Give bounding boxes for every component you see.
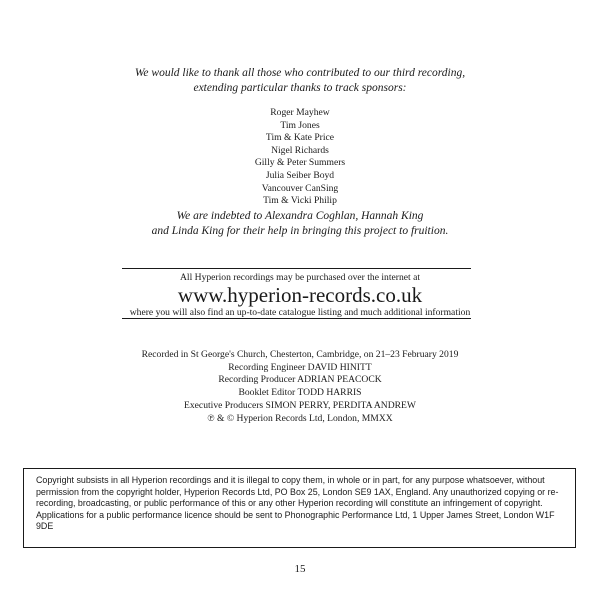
copyright-notice: Copyright subsists in all Hyperion recordings and it is illegal to copy them, in whole or in part, for any purpose whatsoever, without permission from the copyright holder, Hyperion Records Ltd, PO Box 25, London SE9 1AX, England. Any unauthorized copying or re-recording, broadcasting, or public performance of this or any other Hyperion recording will constitute an infringement of copyright. Applications for a public performance licence should be sent to Phonographic Performance Ltd, 1 Upper James Street, London W1F 9DE: [36, 475, 559, 532]
sponsor-name: Julia Seiber Boyd: [265, 169, 335, 181]
catalogue-note: where you will also find an up-to-date catalogue listing and much additional information: [129, 307, 471, 318]
website-link[interactable]: www.hyperion-records.co.uk: [177, 283, 423, 307]
sponsor-name: Roger Mayhew: [270, 107, 330, 118]
thanks-line-1: We would like to thank all those who contributed to our third recording,: [134, 67, 466, 79]
acknowledgement-line-2: and Linda King for their help in bringing this project to fruition.: [151, 225, 449, 237]
phonographic-copyright: ℗ & © Hyperion Records Ltd, London, MMXX: [207, 412, 393, 424]
acknowledgement-line-1: We are indebted to Alexandra Coghlan, Hannah King: [176, 210, 424, 222]
sponsor-name: Tim Jones: [280, 119, 320, 131]
recording-producer: Recording Producer ADRIAN PEACOCK: [218, 374, 382, 386]
sponsor-name: Gilly & Peter Summers: [254, 157, 346, 169]
sponsor-name: Nigel Richards: [271, 144, 329, 156]
sponsor-list: [0, 107, 600, 208]
copyright-notice-box: [23, 468, 576, 548]
thanks-paragraph: [0, 66, 600, 96]
page-number: 15: [294, 563, 306, 575]
acknowledgement-paragraph: [0, 209, 600, 239]
recording-engineer: Recording Engineer DAVID HINITT: [228, 361, 372, 373]
sponsor-name: Tim & Kate Price: [265, 132, 335, 144]
purchase-intro: All Hyperion recordings may be purchased over the internet at: [179, 272, 421, 283]
sponsor-name: Tim & Vicki Philip: [263, 195, 337, 207]
booklet-editor: Booklet Editor TODD HARRIS: [238, 387, 362, 399]
bottom-divider: [122, 318, 471, 319]
sponsor-name: Vancouver CanSing: [261, 182, 339, 194]
thanks-line-2: extending particular thanks to track sponsors:: [193, 82, 407, 94]
recorded-location: Recorded in St George's Church, Chesterton, Cambridge, on 21–23 February 2019: [141, 349, 459, 360]
top-divider: [122, 268, 471, 269]
recording-credits: [0, 349, 600, 425]
executive-producers: Executive Producers SIMON PERRY, PERDITA ANDREW: [184, 399, 416, 411]
